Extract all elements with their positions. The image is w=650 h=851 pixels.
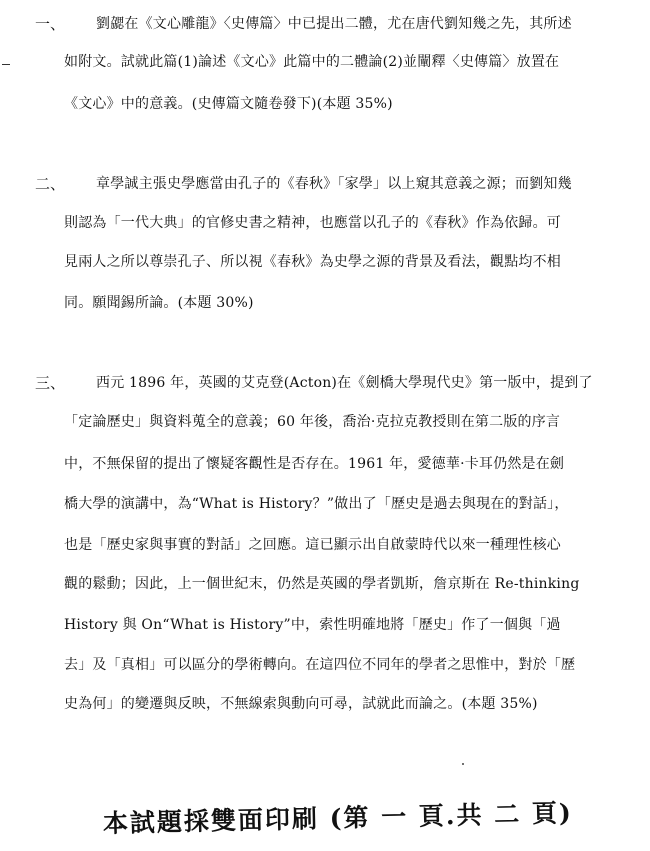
question-number-2: 二、 (35, 175, 66, 193)
question-2-line-3: 見兩人之所以尊崇孔子、所以視《春秋》為史學之源的背景及看法，觀點均不相 (64, 254, 561, 270)
question-number-1: 一、 (35, 15, 66, 33)
question-3-line-1: 西元 1896 年，英國的艾克登(Acton)在《劍橋大學現代史》第一版中，提到了 (96, 375, 593, 391)
question-3-line-5: 也是「歷史家與事實的對話」之回應。這已顯示出自啟蒙時代以來一種理性核心 (64, 537, 561, 553)
margin-mark (2, 64, 10, 65)
question-3-line-2: 「定論歷史」與資料蒐全的意義；60 年後，喬治·克拉克教授則在第二版的序言 (64, 414, 561, 430)
question-3-line-7: History 與 On“What is History”中，索性明確地將「歷史」作了一個與「過 (64, 617, 561, 633)
question-3-line-8: 去」及「真相」可以區分的學術轉向。在這四位不同年的學者之思惟中，對於「歷 (64, 657, 576, 673)
question-3-line-3: 中，不無保留的提出了懷疑客觀性是否存在。1961 年，愛德華·卡耳仍然是在劍 (64, 456, 565, 472)
question-2-line-4: 同。願聞錫所論。(本題 30%) (64, 295, 254, 311)
scan-speck (462, 763, 464, 765)
question-1-line-3: 《文心》中的意義。(史傳篇文隨卷發下)(本題 35%) (64, 96, 393, 112)
question-3-line-9: 史為何」的變遷與反映，不無線索與動向可尋，試就此而論之。(本題 35%) (64, 696, 538, 712)
question-number-3: 三、 (35, 374, 66, 392)
footer-print-notice: 本試題採雙面印刷 (第 一 頁.共 二 頁) (102, 798, 574, 838)
question-1-line-1: 劉勰在《文心雕龍》〈史傳篇〉中已提出二體，尤在唐代劉知幾之先，其所述 (96, 16, 572, 32)
question-2-line-1: 章學誠主張史學應當由孔子的《春秋》「家學」以上窺其意義之源；而劉知幾 (96, 176, 572, 192)
question-3-line-6: 觀的鬆動；因此，上一個世紀末，仍然是英國的學者凱斯，詹京斯在 Re-thinking (64, 576, 580, 592)
question-2-line-2: 則認為「一代大典」的官修史書之精神，也應當以孔子的《春秋》作為依歸。可 (64, 215, 561, 231)
question-3-line-4: 橋大學的演講中，為“What is History？”做出了「歷史是過去與現在的對話」， (64, 496, 569, 512)
question-1-line-2: 如附文。試就此篇(1)論述《文心》此篇中的二體論(2)並闡釋〈史傳篇〉放置在 (64, 54, 560, 70)
